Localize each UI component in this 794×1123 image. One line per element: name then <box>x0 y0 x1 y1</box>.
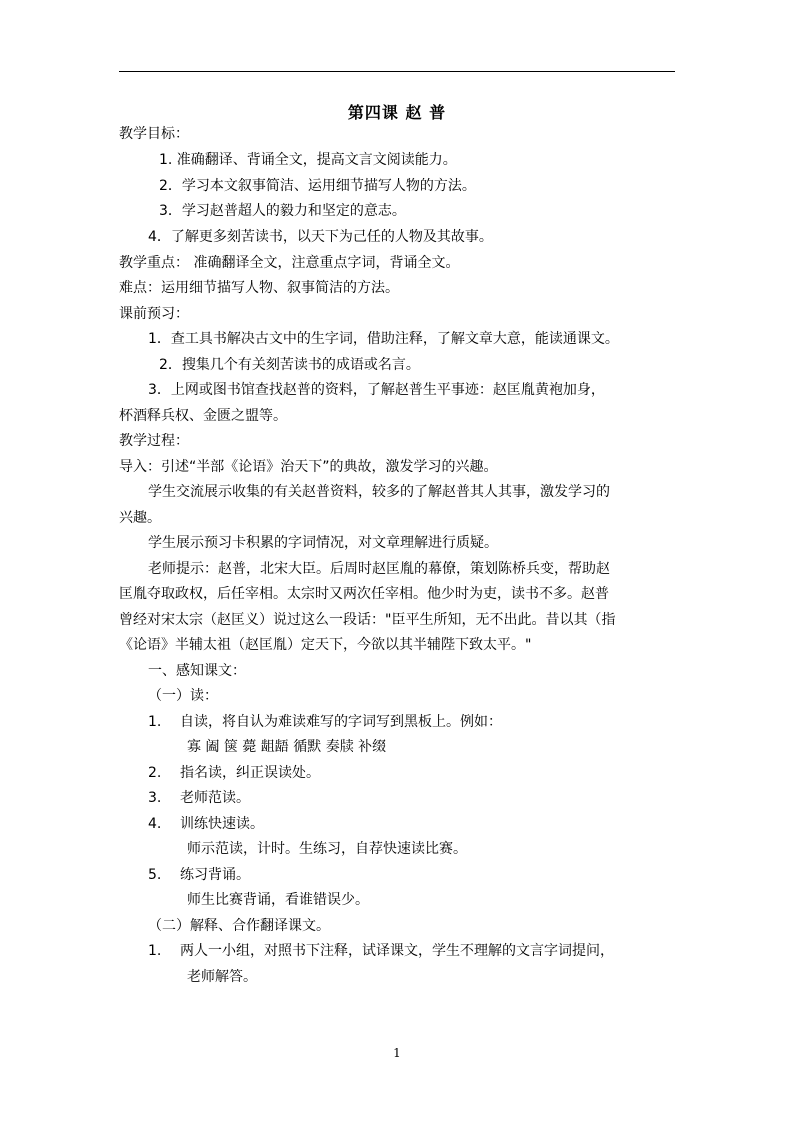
paragraph-line: 匡胤夺取政权，后任宰相。太宗时又两次任宰相。他少时为吏，读书不多。赵普 <box>119 586 609 602</box>
preview-item: 杯酒释兵权、金匮之盟等。 <box>119 408 287 424</box>
subsection-heading: （二）解释、合作翻译课文。 <box>148 918 330 934</box>
vocab-words: 寡 阖 箧 薨 龃龉 循默 奏牍 补缀 <box>187 739 387 755</box>
objective-item: 2．学习本文叙事简洁、运用细节描写人物的方法。 <box>159 178 476 194</box>
paragraph-line: 学生展示预习卡积累的字词情况，对文章理解进行质疑。 <box>148 535 498 551</box>
objective-item: 3．学习赵普超人的毅力和坚定的意志。 <box>159 203 406 219</box>
header-rule <box>119 71 675 72</box>
step-detail: 师示范读，计时。生练习，自荐快速读比赛。 <box>187 841 467 857</box>
step-text: 练习背诵。 <box>180 867 250 883</box>
objective-item: 1. 准确翻译、背诵全文，提高文言文阅读能力。 <box>159 152 457 168</box>
paragraph-line: 《论语》半辅太祖（赵匡胤）定天下，今欲以其半辅陛下致太平。" <box>119 637 532 653</box>
key-point: 教学重点： 准确翻译全文，注意重点字词，背诵全文。 <box>119 255 460 271</box>
paragraph-line: 曾经对宋太宗（赵匡义）说过这么一段话："臣平生所知，无不出此。昔以其（指 <box>119 612 616 628</box>
process-heading: 教学过程： <box>119 433 189 449</box>
preview-item: 2．搜集几个有关刻苦读书的成语或名言。 <box>159 357 420 373</box>
step-number: 1. <box>148 943 162 959</box>
step-number: 4. <box>148 816 162 832</box>
step-text: 老师范读。 <box>180 790 250 806</box>
step-detail: 师生比赛背诵，看谁错误少。 <box>187 892 369 908</box>
subsection-heading: （一）读： <box>148 688 218 704</box>
step-number: 5. <box>148 867 162 883</box>
page-title: 第四课 赵 普 <box>347 103 447 122</box>
preview-item: 3．上网或图书馆查找赵普的资料，了解赵普生平事迹：赵匡胤黄袍加身， <box>148 382 605 398</box>
step-detail: 老师解答。 <box>187 969 257 985</box>
paragraph-line: 老师提示：赵普，北宋大臣。后周时赵匡胤的幕僚，策划陈桥兵变，帮助赵 <box>148 561 610 577</box>
difficulty: 难点：运用细节描写人物、叙事简洁的方法。 <box>119 280 399 296</box>
step-text: 自读，将自认为难读难写的字词写到黑板上。例如： <box>180 714 502 730</box>
step-text: 指名读，纠正误读处。 <box>180 765 320 781</box>
step-number: 1. <box>148 714 162 730</box>
intro-line: 导入：引述“半部《论语》治天下”的典故，激发学习的兴趣。 <box>119 459 498 475</box>
step-number: 2. <box>148 765 162 781</box>
preview-heading: 课前预习： <box>119 306 189 322</box>
section-heading: 一、感知课文： <box>148 663 246 679</box>
paragraph-line: 兴趣。 <box>119 510 161 526</box>
preview-item: 1．查工具书解决古文中的生字词，借助注释，了解文章大意，能读通课文。 <box>148 331 619 347</box>
paragraph-line: 学生交流展示收集的有关赵普资料，较多的了解赵普其人其事，激发学习的 <box>148 484 610 500</box>
page-number: 1 <box>393 1046 401 1060</box>
objective-item: 4．了解更多刻苦读书，以天下为己任的人物及其故事。 <box>148 229 493 245</box>
objectives-heading: 教学目标： <box>119 126 189 142</box>
step-number: 3. <box>148 790 162 806</box>
step-text: 两人一小组，对照书下注释，试译课文，学生不理解的文言字词提问， <box>180 943 614 959</box>
step-text: 训练快速读。 <box>180 816 264 832</box>
